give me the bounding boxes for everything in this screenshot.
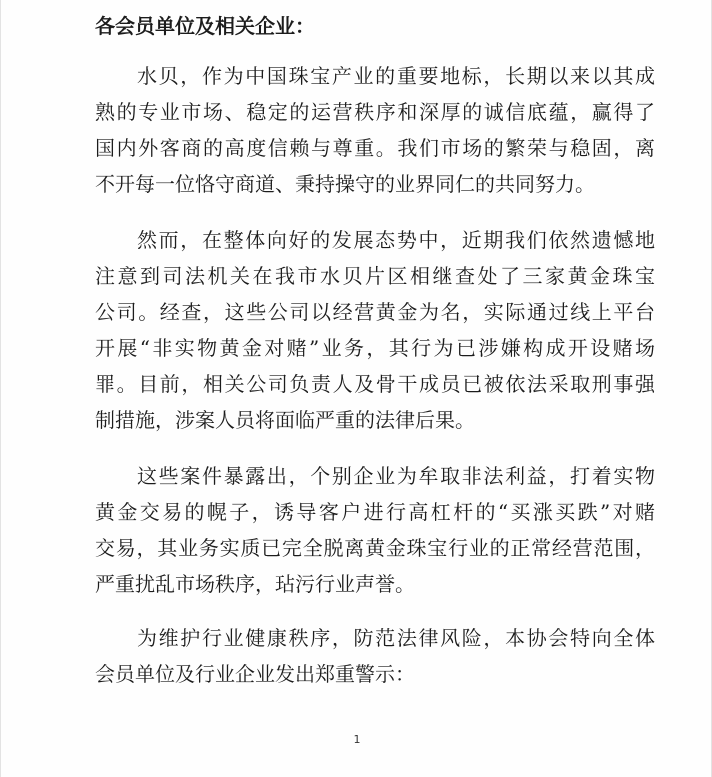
paragraph-line: 熟的专业市场、稳定的运营秩序和深厚的诚信底蕴，赢得了	[95, 100, 655, 124]
paragraph-2	[95, 222, 655, 438]
paragraph-line: 水贝，作为中国珠宝产业的重要地标，长期以来以其成	[137, 64, 655, 88]
paragraph-line: 这些案件暴露出，个别企业为牟取非法利益，打着实物	[137, 464, 655, 488]
paragraph-line: 注意到司法机关在我市水贝片区相继查处了三家黄金珠宝	[95, 264, 655, 288]
paragraph-line: 开展“非实物黄金对赌”业务，其行为已涉嫌构成开设赌场	[95, 336, 655, 360]
paragraph-1	[95, 58, 655, 202]
paragraph-line: 然而，在整体向好的发展态势中，近期我们依然遗憾地	[137, 228, 655, 252]
page-number: 1	[353, 733, 361, 746]
paragraph-line: 制措施，涉案人员将面临严重的法律后果。	[95, 408, 475, 432]
paragraph-line: 不开每一位恪守商道、秉持操守的业界同仁的共同努力。	[95, 172, 595, 196]
paragraph-line: 严重扰乱市场秩序，玷污行业声誉。	[95, 572, 415, 596]
paragraph-line: 会员单位及行业企业发出郑重警示：	[95, 662, 415, 686]
paragraph-4	[95, 620, 655, 692]
salutation: 各会员单位及相关企业：	[95, 14, 315, 38]
paragraph-line: 为维护行业健康秩序，防范法律风险，本协会特向全体	[137, 626, 655, 650]
paragraph-3	[95, 458, 655, 602]
paragraph-line: 公司。经查，这些公司以经营黄金为名，实际通过线上平台	[95, 300, 655, 324]
paragraph-line: 国内外客商的高度信赖与尊重。我们市场的繁荣与稳固，离	[95, 136, 655, 160]
paragraph-line: 交易，其业务实质已完全脱离黄金珠宝行业的正常经营范围，	[95, 536, 655, 560]
paragraph-line: 罪。目前，相关公司负责人及骨干成员已被依法采取刑事强	[95, 372, 655, 396]
paragraph-line: 黄金交易的幌子，诱导客户进行高杠杆的“买涨买跌”对赌	[95, 500, 655, 524]
